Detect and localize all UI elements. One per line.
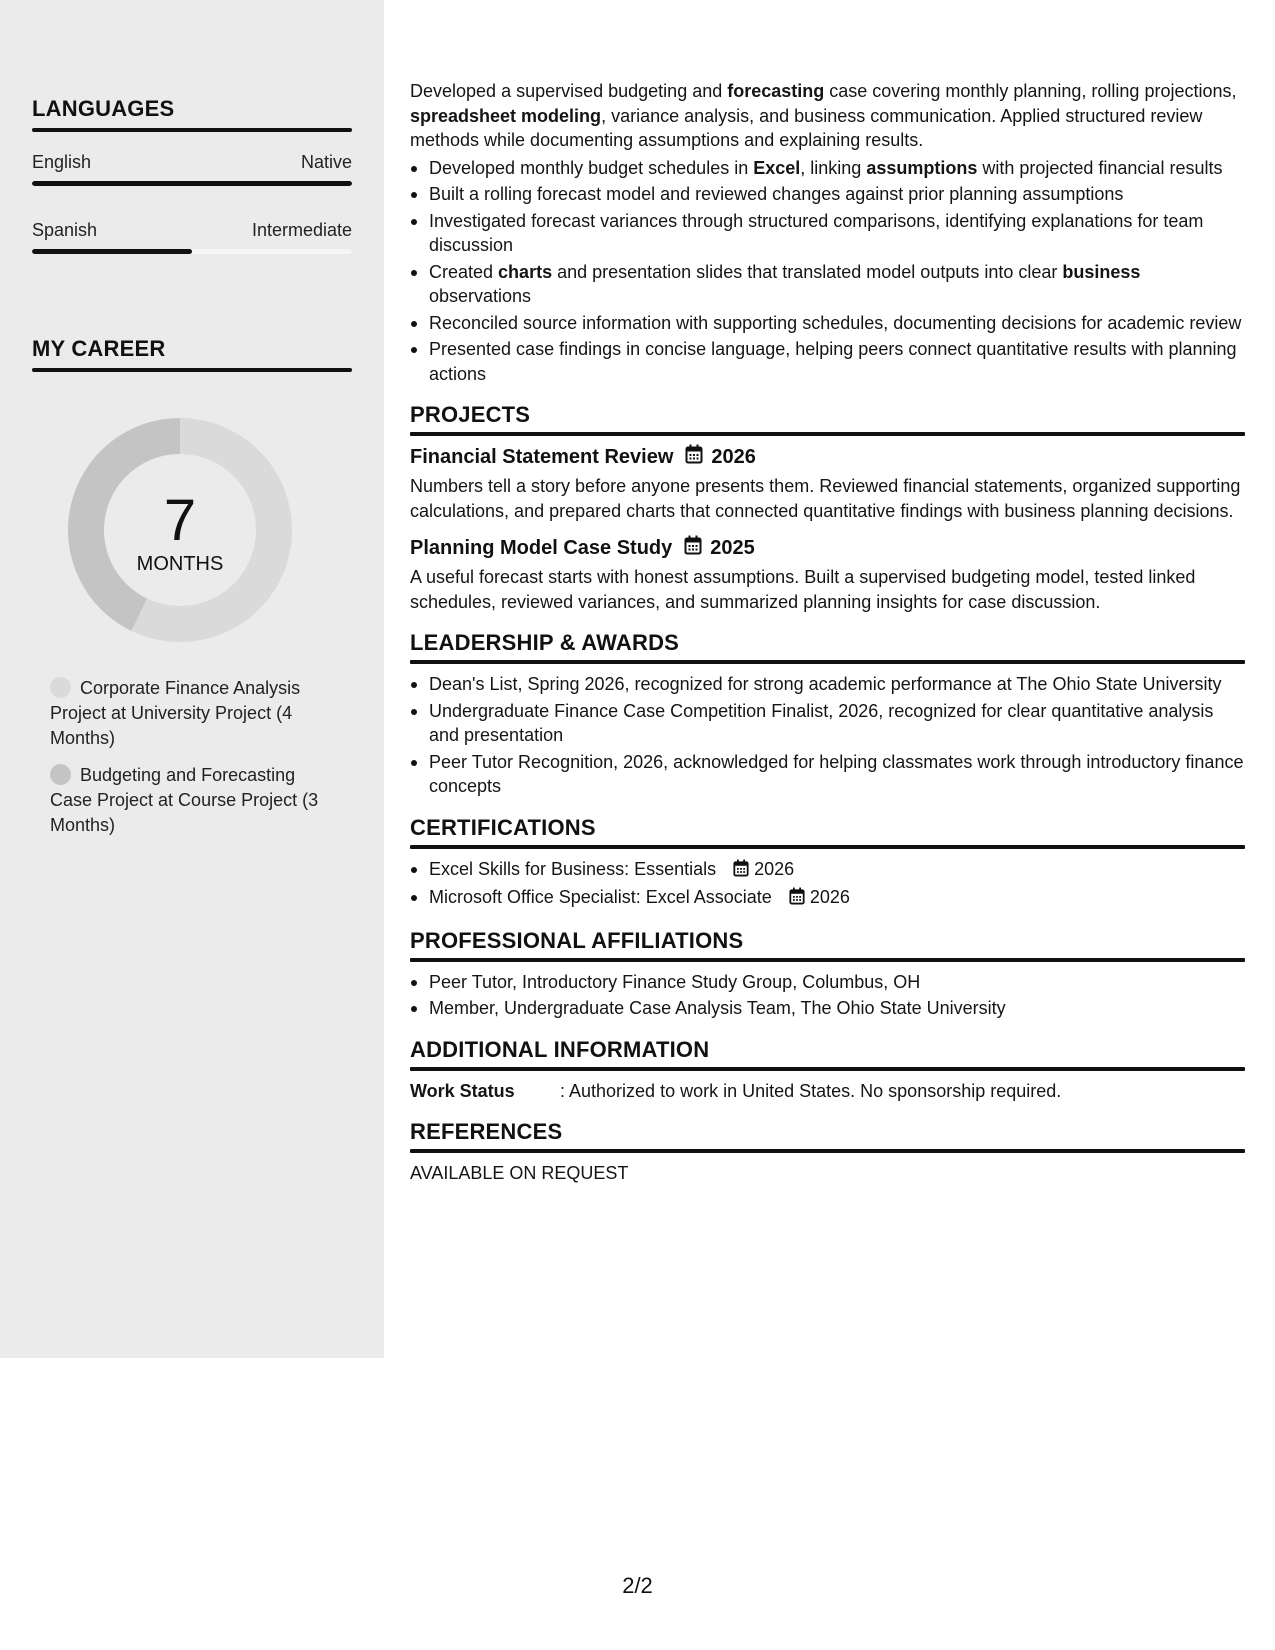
career-total-unit: MONTHS — [136, 552, 224, 575]
work-status-label: Work Status — [410, 1080, 515, 1101]
experience-bullet: Presented case findings in concise language, helping peers connect quantitative results with planning actions — [410, 337, 1245, 386]
additional-info-heading: ADDITIONAL INFORMATION — [410, 1036, 710, 1062]
project-description: A useful forecast starts with honest assumptions. Built a supervised budgeting model, tested linked schedules, reviewed variances, and summarized planning insights for case discussion. — [410, 567, 1196, 612]
language-level: Intermediate — [251, 220, 352, 240]
projects-heading: PROJECTS — [410, 402, 531, 427]
project-description: Numbers tell a story before anyone presents them. Reviewed financial statements, organized supporting calculations, and prepared charts that connected quantitative findings with business planning decisions. — [410, 476, 1241, 521]
languages-heading: LANGUAGES — [32, 96, 175, 121]
language-proficiency-fill — [32, 181, 352, 186]
page-number: 2/2 — [622, 1573, 653, 1598]
career-legend — [50, 676, 320, 850]
language-name: Spanish — [32, 220, 98, 240]
certifications-heading: CERTIFICATIONS — [410, 814, 596, 840]
section-rule — [410, 845, 1245, 849]
affiliations-section — [410, 928, 1245, 1021]
calendar-icon — [684, 535, 702, 561]
experience-bullet: Created charts and presentation slides that translated model outputs into clear business observations — [410, 260, 1245, 309]
project-item — [410, 535, 1245, 614]
career-legend-item — [50, 763, 320, 838]
leadership-item: Peer Tutor Recognition, 2026, acknowledged for helping classmates work through introductory finance concepts — [410, 750, 1245, 799]
calendar-icon — [789, 887, 805, 912]
section-rule — [410, 958, 1245, 962]
languages-section — [32, 96, 352, 254]
language-proficiency-fill — [32, 249, 192, 254]
project-year: 2025 — [710, 536, 755, 559]
legend-dot-icon — [50, 764, 71, 785]
affiliations-list — [410, 970, 1245, 1021]
work-status-row — [410, 1079, 1245, 1103]
affiliation-item: Member, Undergraduate Case Analysis Team, The Ohio State University — [410, 996, 1245, 1021]
summary-text: Developed a supervised budgeting and — [410, 81, 728, 101]
career-donut-chart — [66, 416, 294, 644]
projects-section — [410, 402, 1245, 614]
project-year: 2026 — [711, 445, 756, 468]
references-text: AVAILABLE ON REQUEST — [410, 1162, 629, 1183]
experience-bullet: Reconciled source information with supporting schedules, documenting decisions for academic review — [410, 311, 1245, 336]
career-legend-item — [50, 676, 320, 751]
career-heading: MY CAREER — [32, 336, 166, 361]
experience-summary — [410, 79, 1245, 153]
summary-keyword: spreadsheet modeling — [410, 105, 602, 126]
section-rule — [410, 1149, 1245, 1153]
certification-name: Excel Skills for Business: Essentials — [429, 858, 717, 879]
certification-item — [410, 885, 1245, 912]
career-donut-center — [66, 416, 294, 644]
certification-item — [410, 857, 1245, 884]
language-proficiency-bar — [32, 249, 352, 254]
summary-text: case covering monthly planning, rolling projections, — [824, 81, 1237, 101]
summary-text: , variance analysis, and business communication. Applied structured review methods while documenting assumptions and explaining results. — [410, 105, 1203, 150]
career-section — [32, 336, 352, 372]
references-heading: REFERENCES — [410, 1118, 563, 1144]
experience-bullet: Built a rolling forecast model and reviewed changes against prior planning assumptions — [410, 182, 1245, 207]
certification-year: 2026 — [809, 887, 850, 907]
section-rule — [410, 1067, 1245, 1071]
certifications-list — [410, 857, 1245, 912]
main-content — [410, 79, 1245, 1185]
career-total-months: 7 — [163, 487, 197, 553]
language-proficiency-bar — [32, 181, 352, 186]
additional-info-section — [410, 1037, 1245, 1103]
languages-heading-rule — [32, 128, 352, 132]
career-heading-rule — [32, 368, 352, 372]
section-rule — [410, 660, 1245, 664]
calendar-icon — [733, 859, 749, 884]
certification-year: 2026 — [754, 858, 795, 879]
affiliations-heading: PROFESSIONAL AFFILIATIONS — [410, 927, 744, 953]
leadership-heading: LEADERSHIP & AWARDS — [410, 630, 680, 655]
language-name: English — [32, 152, 92, 172]
experience-bullet: Developed monthly budget schedules in Excel, linking assumptions with projected financial results — [410, 156, 1245, 181]
leadership-list — [410, 672, 1245, 799]
project-title: Financial Statement Review — [410, 445, 674, 468]
affiliation-item: Peer Tutor, Introductory Finance Study Group, Columbus, OH — [410, 970, 1245, 995]
references-section — [410, 1119, 1245, 1186]
project-item — [410, 444, 1245, 523]
project-title: Planning Model Case Study — [410, 536, 673, 559]
leadership-section — [410, 630, 1245, 799]
sidebar — [0, 0, 384, 1358]
leadership-item: Dean's List, Spring 2026, recognized for strong academic performance at The Ohio State University — [410, 672, 1245, 697]
experience-bullets — [410, 156, 1245, 387]
language-level: Native — [300, 152, 352, 172]
career-legend-text: Corporate Finance Analysis Project at University Project (4 Months) — [50, 678, 301, 748]
calendar-icon — [685, 444, 703, 470]
certifications-section — [410, 815, 1245, 912]
legend-dot-icon — [50, 677, 71, 698]
section-rule — [410, 432, 1245, 436]
experience-entry — [410, 79, 1245, 386]
language-item — [32, 152, 352, 186]
work-status-value: : Authorized to work in United States. No sponsorship required. — [560, 1080, 1062, 1101]
leadership-item: Undergraduate Finance Case Competition Finalist, 2026, recognized for clear quantitative analysis and presentation — [410, 699, 1245, 748]
career-legend-text: Budgeting and Forecasting Case Project at Course Project (3 Months) — [50, 765, 319, 835]
certification-name: Microsoft Office Specialist: Excel Associate — [429, 887, 772, 907]
summary-keyword: forecasting — [727, 81, 825, 101]
language-item — [32, 220, 352, 254]
experience-bullet: Investigated forecast variances through structured comparisons, identifying explanations for team discussion — [410, 209, 1245, 258]
